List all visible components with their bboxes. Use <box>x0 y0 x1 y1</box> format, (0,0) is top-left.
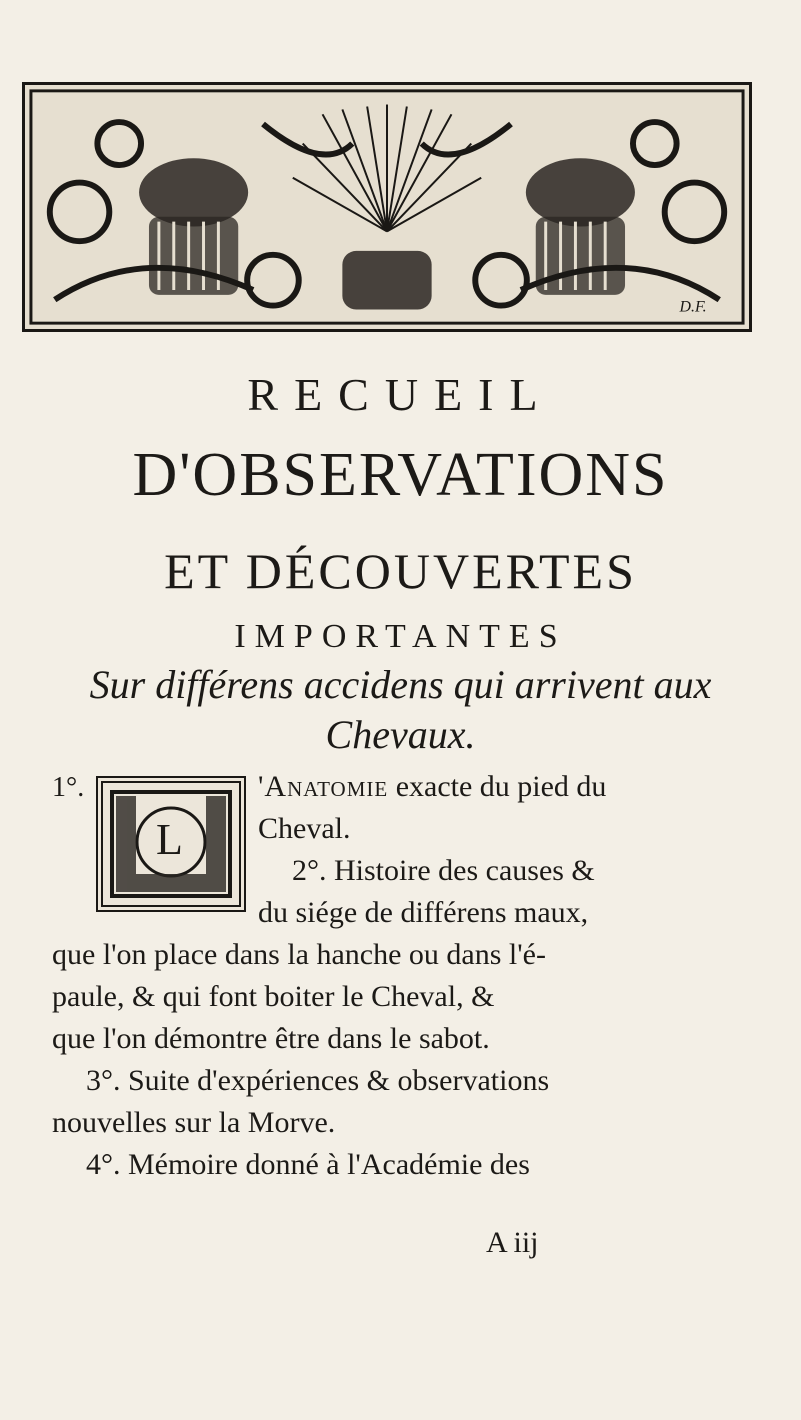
body-line-5: que l'on place dans la hanche ou dans l'é- <box>52 938 546 971</box>
ornament-engraver-initials: D.F. <box>679 298 707 316</box>
body-line-7: que l'on démontre être dans le sabot. <box>52 1022 490 1055</box>
subtitle <box>0 660 801 760</box>
item-1-lead-word: 'Anatomie <box>258 770 389 803</box>
item-1-number: 1°. <box>52 772 85 803</box>
item-3-line-1: 3°. Suite d'expériences & observations <box>86 1064 550 1097</box>
item-3-line-2: nouvelles sur la Morve. <box>52 1106 336 1139</box>
item-1-line-1 <box>258 766 606 808</box>
item-2-line-2: du siége de différens maux, <box>258 896 589 929</box>
item-1-line-1-rest: exacte du pied du <box>388 770 607 803</box>
subtitle-line-2: Chevaux. <box>325 712 476 757</box>
item-2-line-1: 2°. Histoire des causes & <box>292 854 595 887</box>
title-recueil: RECUEIL <box>247 369 554 420</box>
dropcap-ornament <box>96 776 246 912</box>
title-decouvertes: ET DÉCOUVERTES <box>164 543 637 599</box>
item-1-line-2: Cheval. <box>258 812 351 845</box>
signature-mark: A iij <box>486 1226 539 1259</box>
dropcap-letter: L <box>156 815 183 864</box>
title-observations: D'OBSERVATIONS <box>132 441 669 509</box>
subtitle-line-1: Sur différens accidens qui arrivent aux <box>89 662 712 707</box>
item-4-line-1: 4°. Mémoire donné à l'Académie des <box>86 1148 530 1181</box>
header-ornament-woodcut <box>22 82 752 332</box>
title-importantes: IMPORTANTES <box>234 618 567 655</box>
body-line-6: paule, & qui font boiter le Cheval, & <box>52 980 495 1013</box>
